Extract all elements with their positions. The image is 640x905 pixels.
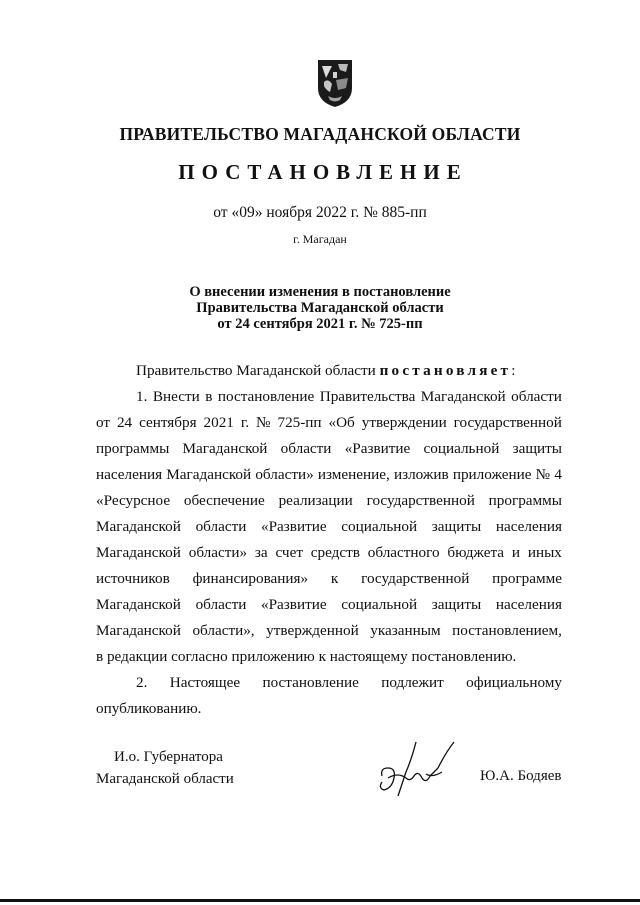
word: постановление (262, 674, 359, 691)
word: «Об (328, 414, 355, 431)
body-text-line (96, 618, 562, 644)
document-type-heading: ПОСТАНОВЛЕНИЕ (178, 160, 468, 184)
word: социальной (423, 440, 500, 457)
word: Внести (152, 388, 200, 405)
body-text-line (96, 514, 562, 540)
government-title: ПРАВИТЕЛЬСТВО МАГАДАНСКОЙ ОБЛАСТИ (119, 124, 521, 144)
word: социальной (341, 596, 418, 613)
word: подлежит (381, 674, 444, 691)
signer-position-line: Магаданской области (96, 771, 234, 787)
word: 2021 (203, 414, 234, 431)
subject-line: О внесении изменения в постановление (189, 284, 451, 300)
word: официальному (466, 674, 562, 691)
body-text-line (96, 384, 562, 410)
body-text-line (96, 540, 562, 566)
bottom-border-line (0, 899, 640, 902)
word: Правительства (319, 388, 416, 405)
subject-line: от 24 сентября 2021 г. № 725-пп (217, 316, 423, 332)
signer-position-line: И.о. Губернатора (114, 749, 223, 765)
word: Магаданской (96, 518, 181, 535)
word: «Ресурсное (96, 492, 171, 509)
word: населения (495, 596, 562, 613)
word: программы (488, 492, 562, 509)
word: области», (192, 622, 255, 639)
word: Магаданской (182, 440, 268, 457)
document-subject (0, 284, 640, 332)
word: изменение, (317, 466, 390, 483)
preamble-text: Правительство Магаданской области (136, 362, 380, 379)
word: 1. (136, 388, 148, 405)
preamble-verb: постановляет (379, 362, 512, 379)
body-text-line: в редакции согласно приложению к настоящему постановлению. (96, 648, 517, 665)
word: г. (240, 414, 250, 431)
word: указанным (370, 622, 441, 639)
preamble-colon: : (511, 362, 516, 379)
word: Настоящее (169, 674, 241, 691)
word: защиты (431, 596, 482, 613)
word: Магаданской (166, 466, 252, 483)
word: программе (492, 570, 562, 587)
word: 725-пп (277, 414, 322, 431)
body-text-line (96, 592, 562, 618)
word: областного (367, 544, 440, 561)
word: финансирования» (192, 570, 309, 587)
word: постановление (217, 388, 315, 405)
word: Магаданской (420, 388, 506, 405)
word: государственной (453, 414, 562, 431)
word: населения (96, 466, 163, 483)
word: реализации (278, 492, 353, 509)
word: утвержденной (266, 622, 359, 639)
word: области (511, 388, 562, 405)
word: 2. (136, 674, 148, 691)
word: счет (275, 544, 303, 561)
word: области (280, 440, 332, 457)
paragraph-item-2 (96, 670, 562, 722)
signer-position (96, 746, 234, 790)
word: государственной (361, 570, 470, 587)
document-date-number: от «09» ноября 2022 г. № 885-пп (213, 204, 427, 221)
paragraph-item-1 (96, 384, 562, 670)
word: 4 (554, 466, 562, 483)
signer-name: Ю.А. Бодяев (480, 768, 562, 784)
word: № (535, 466, 551, 483)
word: «Развитие (261, 596, 327, 613)
word: Магаданской (96, 622, 181, 639)
word: «Развитие (261, 518, 327, 535)
word: иных (527, 544, 562, 561)
word: к (330, 570, 339, 587)
word: области (195, 518, 247, 535)
body-text-line (96, 410, 562, 436)
word: утверждении (361, 414, 447, 431)
document-body (96, 358, 562, 722)
word: «Развитие (344, 440, 411, 457)
word: Магаданской (96, 596, 181, 613)
subject-line: Правительства Магаданской области (196, 300, 444, 316)
word: приложение (452, 466, 532, 483)
word: защиты (431, 518, 482, 535)
body-text-line (96, 488, 562, 514)
word: сентября (139, 414, 197, 431)
word: области» (188, 544, 248, 561)
word: в (205, 388, 213, 405)
body-text-line (96, 436, 562, 462)
body-text-line: опубликованию. (96, 700, 202, 717)
word: программы (96, 440, 170, 457)
word: 24 (116, 414, 133, 431)
word: области (195, 596, 247, 613)
word: за (254, 544, 268, 561)
word: № (256, 414, 271, 431)
body-text-line (96, 462, 562, 488)
word: изложив (393, 466, 449, 483)
word: области» (255, 466, 314, 483)
body-text-line (96, 566, 562, 592)
word: средств (310, 544, 360, 561)
preamble (96, 358, 562, 384)
body-text-line (96, 670, 562, 696)
handwritten-signature (376, 738, 462, 804)
word: государственной (366, 492, 475, 509)
word: и (511, 544, 521, 561)
word: защиты (512, 440, 562, 457)
word: постановлением, (452, 622, 562, 639)
word: бюджета (447, 544, 505, 561)
word: населения (495, 518, 562, 535)
word: социальной (341, 518, 418, 535)
word: Магаданской (96, 544, 181, 561)
document-city: г. Магадан (293, 232, 347, 246)
word: от (96, 414, 111, 431)
word: обеспечение (183, 492, 265, 509)
coat-of-arms-emblem (316, 58, 354, 108)
word: источников (96, 570, 170, 587)
